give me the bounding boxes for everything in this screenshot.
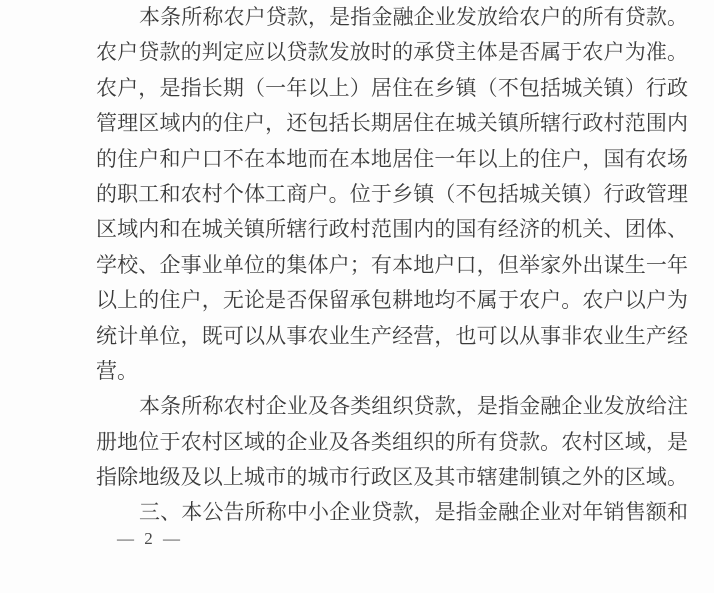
- text-line: 管理区域内的住户，还包括长期居住在城关镇所辖行政村范围内: [96, 111, 688, 136]
- text-line: 指除地级及以上城市的城市行政区及其市辖建制镇之外的区域。: [96, 465, 688, 490]
- page-footer: [117, 528, 183, 550]
- text-line: 本条所称农村企业及各类组织贷款，是指金融企业发放给注: [139, 394, 688, 419]
- text-line: 三、本公告所称中小企业贷款，是指金融企业对年销售额和: [139, 500, 688, 525]
- text-line: 本条所称农户贷款，是指金融企业发放给农户的所有贷款。: [139, 5, 688, 29]
- text-line: 农户贷款的判定应以贷款发放时的承贷主体是否属于农户为准。: [96, 40, 688, 65]
- text-line: 的职工和农村个体工商户。位于乡镇（不包括城关镇）行政管理: [96, 181, 688, 206]
- text-line: 营。: [96, 358, 138, 383]
- text-line: 学校、企事业单位的集体户；有本地户口，但举家外出谋生一年: [96, 252, 688, 277]
- text-line: 以上的住户，无论是否保留承包耕地均不属于农户。农户以户为: [96, 288, 688, 313]
- text-line: 区域内和在城关镇所辖行政村范围内的国有经济的机关、团体、: [96, 217, 688, 242]
- text-line: 册地位于农村区域的企业及各类组织的所有贷款。农村区域，是: [96, 429, 688, 454]
- text-line: 统计单位，既可以从事农业生产经营，也可以从事非农业生产经: [96, 323, 688, 348]
- text-line: 的住户和户口不在本地而在本地居住一年以上的住户，国有农场: [96, 146, 688, 171]
- document-body: [96, 0, 688, 531]
- text-line: 农户，是指长期（一年以上）居住在乡镇（不包括城关镇）行政: [96, 75, 688, 100]
- page-number: — 2 —: [117, 529, 183, 548]
